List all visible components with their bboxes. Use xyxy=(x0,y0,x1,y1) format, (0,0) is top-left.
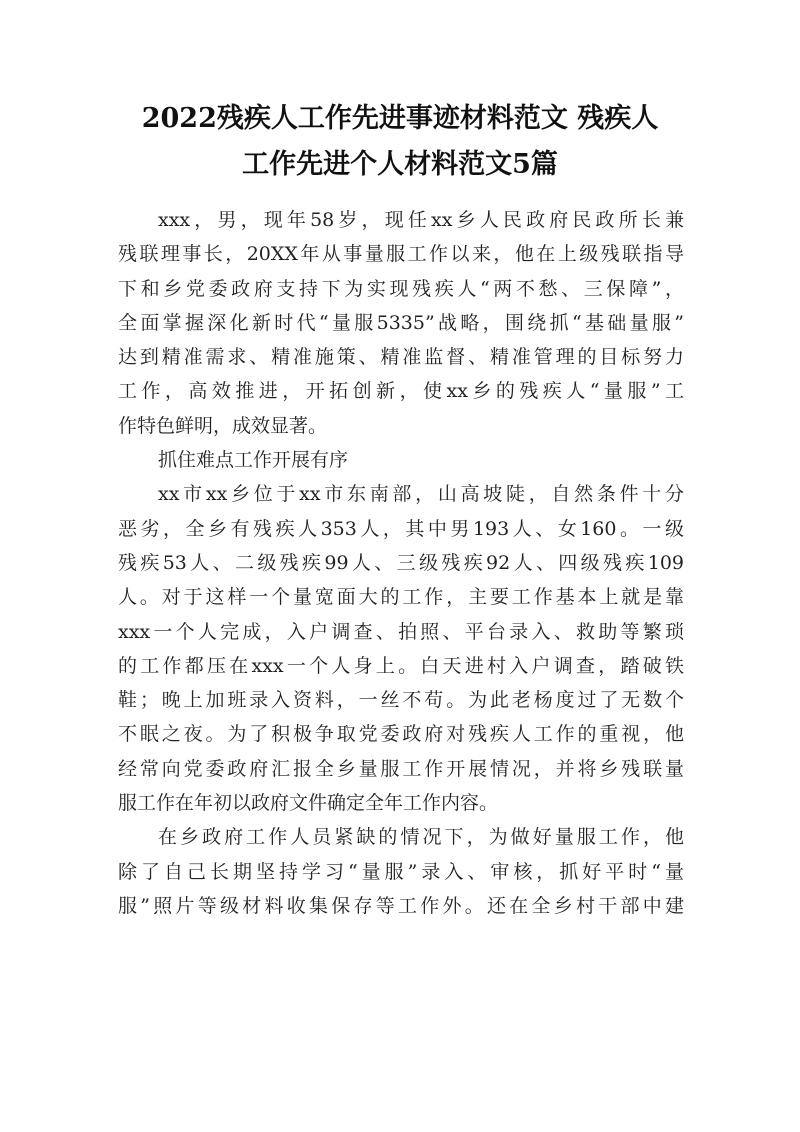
body-line: 服工作在年初以政府文件确定全年工作内容。 xyxy=(118,792,499,815)
body-line: 残疾53人、二级残疾99人、三级残疾92人、四级残疾109 xyxy=(118,551,684,574)
body-line: xxx，男，现年58岁，现任xx乡人民政府民政所长兼 xyxy=(158,209,684,231)
body-line: xx市xx乡位于xx市东南部，山高坡陡，自然条件十分 xyxy=(158,483,684,506)
section-heading: 抓住难点工作开展有序 xyxy=(158,449,349,472)
document-body xyxy=(118,203,684,923)
body-line: 残联理事长，20XX年从事量服工作以来，他在上级残联指导 xyxy=(118,243,684,266)
body-line: 的工作都压在xxx一个人身上。白天进村入户调查，踏破铁 xyxy=(118,654,684,677)
body-line: 除了自己长期坚持学习“量服”录入、审核，抓好平时“量 xyxy=(118,860,684,883)
body-line: 服”照片等级材料收集保存等工作外。还在全乡村干部中建 xyxy=(118,894,684,917)
body-line: 人。对于这样一个量宽面大的工作，主要工作基本上就是靠 xyxy=(118,586,684,609)
body-line: 作特色鲜明，成效显著。 xyxy=(118,414,328,437)
body-line: 达到精准需求、精准施策、精准监督、精准管理的目标努力 xyxy=(118,346,684,369)
body-line: 鞋；晚上加班录入资料，一丝不苟。为此老杨度过了无数个 xyxy=(118,689,684,712)
body-line: 工作，高效推进，开拓创新，使xx乡的残疾人“量服”工 xyxy=(118,380,684,403)
document-title xyxy=(100,96,700,188)
body-line: xxx一个人完成，入户调查、拍照、平台录入、救助等繁琐 xyxy=(118,620,684,643)
body-line: 下和乡党委政府支持下为实现残疾人“两不愁、三保障”， xyxy=(118,277,684,300)
body-line: 不眠之夜。为了积极争取党委政府对残疾人工作的重视，他 xyxy=(118,723,684,746)
body-line: 在乡政府工作人员紧缺的情况下，为做好量服工作，他 xyxy=(158,826,684,849)
body-line: 经常向党委政府汇报全乡量服工作开展情况，并将乡残联量 xyxy=(118,757,684,780)
body-line: 全面掌握深化新时代“量服5335”战略，围绕抓“基础量服” xyxy=(118,311,684,334)
title-line: 工作先进个人材料范文5篇 xyxy=(242,149,558,180)
title-line: 2022残疾人工作先进事迹材料范文 残疾人 xyxy=(141,103,659,134)
body-line: 恶劣，全乡有残疾人353人，其中男193人、女160。一级 xyxy=(118,517,684,540)
